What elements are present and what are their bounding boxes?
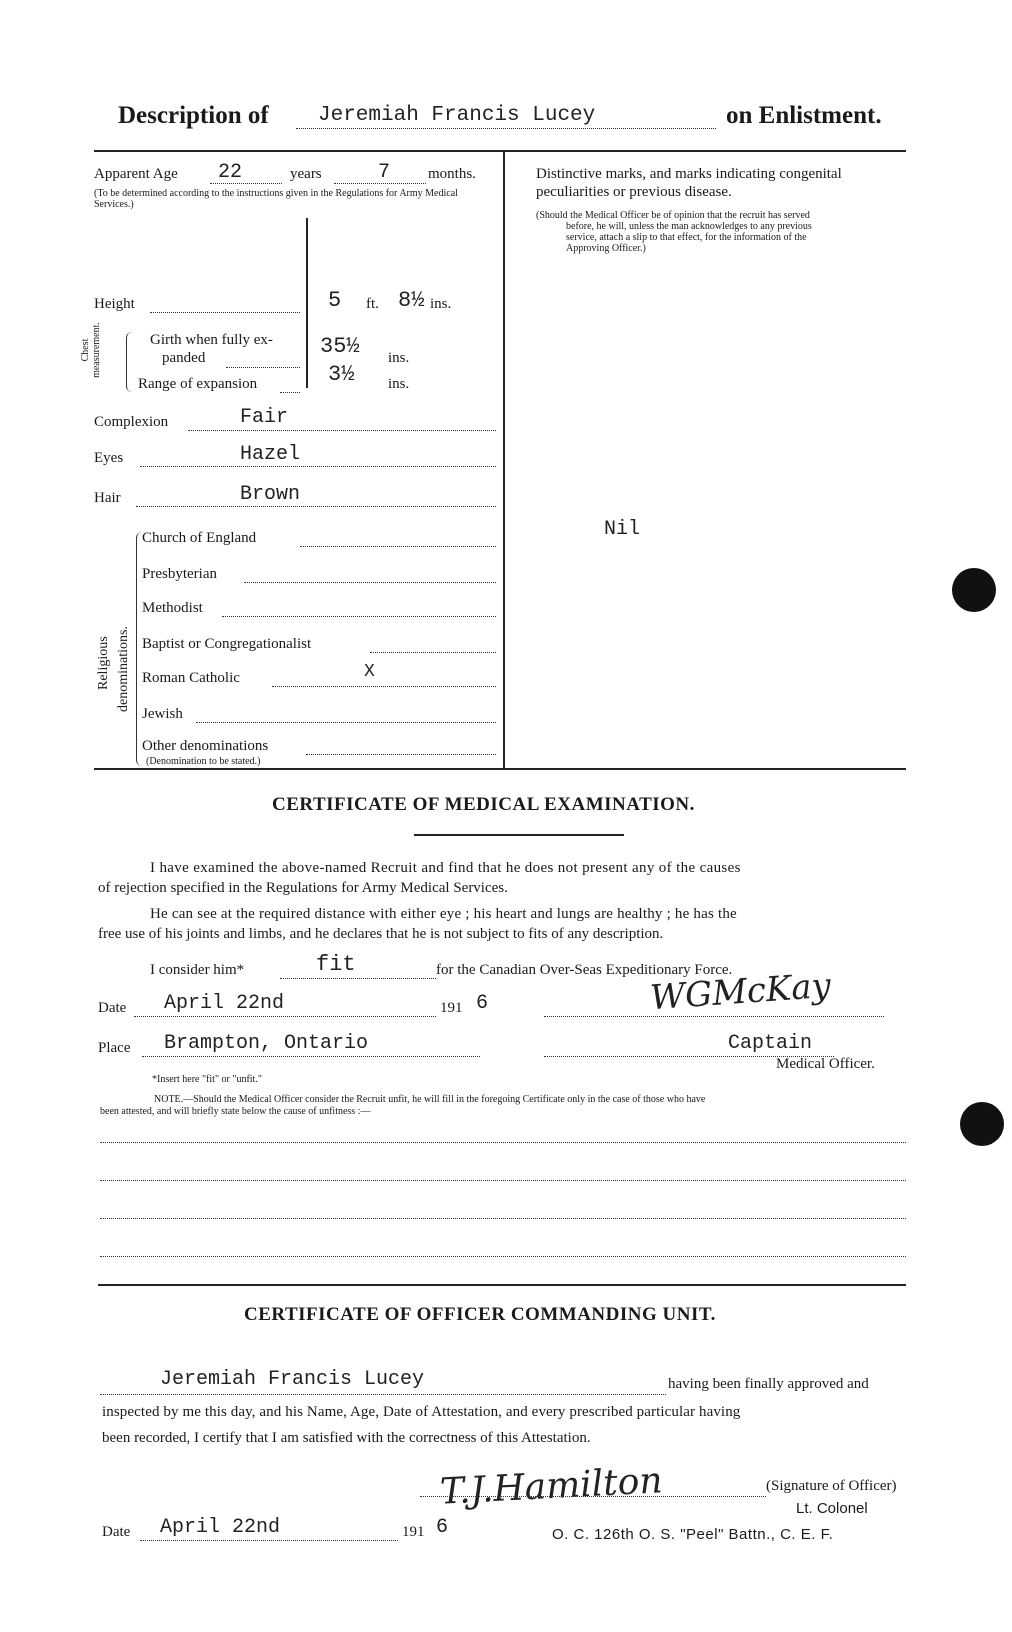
religion-other-note: (Denomination to be stated.) [146, 756, 261, 767]
chest-measurement-label: Chest measurement. [80, 322, 102, 378]
range-unit: ins. [388, 376, 410, 392]
commanding-officer-signature: T.J.Hamilton [439, 1460, 664, 1513]
medical-date-value: April 22nd [164, 992, 285, 1015]
religion-dots-5 [196, 722, 496, 723]
girth-label-1: Girth when fully ex- [150, 332, 273, 348]
place-value: Brampton, Ontario [164, 1032, 369, 1055]
unfit-line-3 [100, 1218, 906, 1219]
religion-item-church-of-england: Church of England [142, 530, 257, 546]
religion-item-jewish: Jewish [142, 706, 183, 722]
age-note: (To be determined according to the instructions given in the Regulations for Army Medical Services.) [94, 188, 458, 210]
binder-hole-upper [952, 568, 996, 612]
commanding-date-value: April 22nd [160, 1516, 281, 1539]
medical-signature-dots [544, 1016, 884, 1017]
height-label: Height [94, 296, 135, 312]
religion-mark-4: X [364, 662, 375, 682]
commanding-unit: O. C. 126th O. S. "Peel" Battn., C. E. F. [552, 1526, 834, 1543]
age-months-value: 7 [378, 161, 391, 184]
range-dots [280, 392, 300, 393]
marks-value: Nil [604, 518, 641, 541]
religion-dots-2 [222, 616, 496, 617]
range-label: Range of expansion [138, 376, 258, 392]
binder-hole-lower [960, 1102, 1004, 1146]
months-label: months. [428, 166, 476, 182]
age-years-value: 22 [218, 161, 243, 184]
commanding-date-label: Date [102, 1524, 131, 1540]
medical-officer-signature: WGMcKay [648, 965, 833, 1019]
religion-dots-6 [306, 754, 496, 755]
bottom-rule-lower [98, 1284, 906, 1286]
column-divider [503, 152, 505, 768]
marks-heading-2: peculiarities or previous disease. [536, 184, 732, 200]
commanding-line3: been recorded, I certify that I am satisfied with the correctness of this Attestation. [102, 1430, 591, 1446]
religion-item-baptist: Baptist or Congregationalist [142, 636, 312, 652]
recruit-name: Jeremiah Francis Lucey [318, 104, 596, 127]
marks-heading-1: Distinctive marks, and marks indicating congenital [536, 166, 842, 182]
height-in-value: 8½ [398, 288, 425, 313]
signature-of-officer-label: (Signature of Officer) [766, 1478, 897, 1494]
commanding-certificate-title: CERTIFICATE OF OFFICER COMMANDING UNIT. [244, 1304, 716, 1325]
unfit-note-2: been attested, and will briefly state below the cause of unfitness :— [100, 1106, 371, 1117]
medical-date-dots [134, 1016, 436, 1017]
religion-item-presbyterian: Presbyterian [142, 566, 217, 582]
religion-group-label-1: Religious [96, 636, 111, 690]
unfit-note-1: NOTE.—Should the Medical Officer consider the Recruit unfit, he will fill in the foregoing Certificate only in the case of those who have [154, 1094, 706, 1105]
bottom-rule-upper [94, 768, 906, 770]
insert-note: *Insert here "fit" or "unfit." [152, 1074, 262, 1085]
hair-label: Hair [94, 490, 121, 506]
commanding-officer-rank: Lt. Colonel [796, 1500, 868, 1517]
medical-date-label: Date [98, 1000, 127, 1016]
religion-group-label-2: denominations. [116, 626, 131, 712]
commanding-name-dots [100, 1394, 666, 1395]
place-dots [142, 1056, 480, 1057]
unfit-line-1 [100, 1142, 906, 1143]
religion-dots-1 [244, 582, 496, 583]
marks-note-3: service, attach a slip to that effect, for the information of the [566, 232, 807, 243]
range-value: 3½ [328, 362, 355, 387]
commanding-recruit-name: Jeremiah Francis Lucey [160, 1368, 425, 1391]
religion-dots-3 [370, 652, 496, 653]
medical-officer-rank: Captain [728, 1032, 813, 1055]
form-title-suffix: on Enlistment. [726, 102, 882, 129]
name-dotted-line [296, 128, 716, 129]
commanding-signature-dots [420, 1496, 766, 1497]
girth-value: 35½ [320, 334, 360, 359]
religion-item-roman-catholic: Roman Catholic [142, 670, 240, 686]
girth-dots [226, 367, 300, 368]
religion-item-methodist: Methodist [142, 600, 203, 616]
girth-label-2: panded [162, 350, 206, 366]
medical-title-underline [414, 834, 624, 836]
religion-dots-0 [300, 546, 496, 547]
marks-note-1: (Should the Medical Officer be of opinion that the recruit has served [536, 210, 810, 221]
medical-year-prefix: 191 [440, 1000, 463, 1016]
header-rule [94, 150, 906, 152]
religion-dots-4 [272, 686, 496, 687]
consider-label: I consider him* [150, 962, 245, 978]
commanding-line2: inspected by me this day, and his Name, Age, Date of Attestation, and every prescribed particular having [102, 1404, 741, 1420]
consider-value: fit [316, 952, 356, 977]
physical-vertical-divider [306, 218, 308, 388]
eyes-dots [140, 466, 496, 467]
commanding-line1-suffix: having been finally approved and [668, 1376, 869, 1392]
place-label: Place [98, 1040, 131, 1056]
medical-para1-b: of rejection specified in the Regulations for Army Medical Services. [98, 880, 508, 896]
medical-officer-title: Medical Officer. [776, 1056, 875, 1072]
eyes-label: Eyes [94, 450, 124, 466]
commanding-year-digit: 6 [436, 1516, 449, 1539]
complexion-value: Fair [240, 406, 289, 429]
hair-dots [136, 506, 496, 507]
medical-para2-a: He can see at the required distance with either eye ; his heart and lungs are healthy ; he has the [150, 906, 737, 922]
marks-note-4: Approving Officer.) [566, 243, 646, 254]
eyes-value: Hazel [240, 443, 301, 466]
religion-item-other: Other denominations [142, 738, 269, 754]
complexion-label: Complexion [94, 414, 169, 430]
girth-unit: ins. [388, 350, 410, 366]
commanding-year-prefix: 191 [402, 1524, 425, 1540]
unfit-line-2 [100, 1180, 906, 1181]
marks-note-2: before, he will, unless the man acknowledges to any previous [566, 221, 812, 232]
ft-label: ft. [366, 296, 379, 312]
consider-dots [280, 978, 436, 979]
medical-para1-a: I have examined the above-named Recruit and find that he does not present any of the causes [150, 860, 741, 876]
years-label: years [290, 166, 322, 182]
medical-year-digit: 6 [476, 992, 489, 1015]
unfit-line-4 [100, 1256, 906, 1257]
height-ft-value: 5 [328, 288, 342, 313]
medical-para2-b: free use of his joints and limbs, and he declares that he is not subject to fits of any description. [98, 926, 664, 942]
chest-brace [126, 332, 135, 392]
complexion-dots [188, 430, 496, 431]
ins-label: ins. [430, 296, 452, 312]
commanding-date-dots [140, 1540, 398, 1541]
height-dots [150, 312, 300, 313]
consider-suffix-text: for the Canadian Over-Seas Expeditionary Force. [436, 962, 733, 978]
form-title-prefix: Description of [118, 102, 269, 129]
apparent-age-label: Apparent Age [94, 166, 178, 182]
hair-value: Brown [240, 483, 301, 506]
medical-certificate-title: CERTIFICATE OF MEDICAL EXAMINATION. [272, 794, 695, 815]
